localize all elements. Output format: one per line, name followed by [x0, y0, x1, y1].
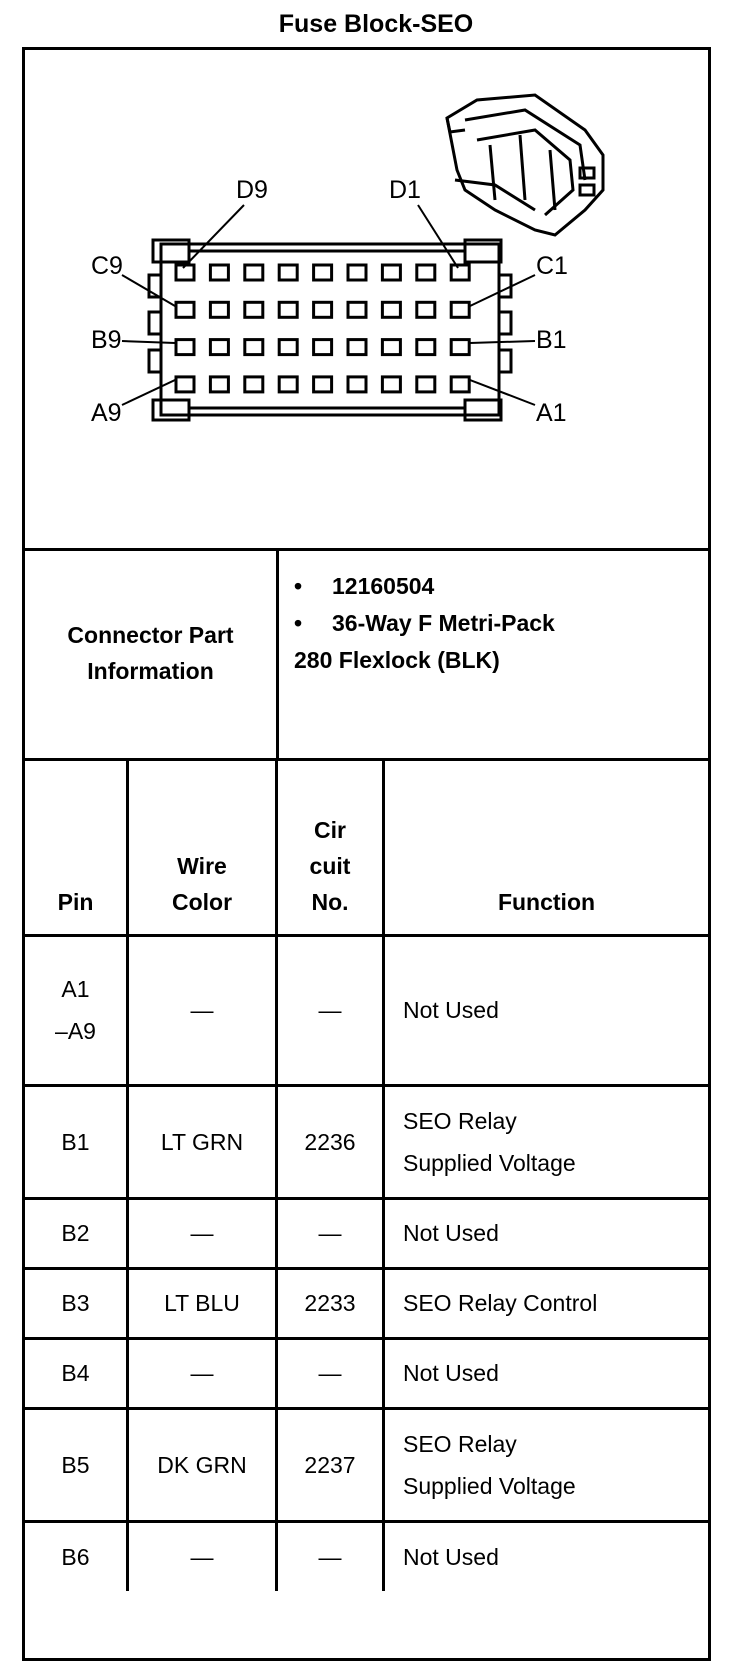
pin-cavity [348, 340, 366, 355]
cell-wire-color: — [128, 1198, 277, 1268]
part-description-line1: 36-Way F Metri-Pack [332, 610, 555, 636]
pin-cavity [210, 265, 228, 280]
cell-circuit: — [277, 1198, 384, 1268]
pin-cavity [279, 302, 297, 317]
cell-wire-color: LT BLU [128, 1268, 277, 1338]
pin-cavity [417, 340, 435, 355]
part-info-details [294, 568, 555, 679]
connector-3d-icon [447, 95, 603, 235]
pin-label-b9: B9 [91, 326, 122, 354]
connector-diagram [25, 50, 708, 551]
table-row [25, 1521, 708, 1591]
header-circuit: Cir cuit No. [277, 761, 384, 935]
pin-label-b1: B1 [536, 326, 567, 354]
cell-function: Not Used [384, 1338, 709, 1408]
pin-cavity [382, 265, 400, 280]
pin-cavity [417, 302, 435, 317]
pin-cavity [245, 302, 263, 317]
pin-label-c1: C1 [536, 252, 568, 280]
pin-cavity [176, 377, 194, 392]
cell-function: Not Used [384, 1198, 709, 1268]
pin-label-d9: D9 [236, 176, 268, 204]
pin-cavity [451, 302, 469, 317]
pin-cavity [279, 265, 297, 280]
pin-cavity [451, 265, 469, 280]
cell-function: SEO Relay Supplied Voltage [384, 1085, 709, 1198]
pin-cavity [417, 265, 435, 280]
connector-frame [22, 47, 711, 1661]
cell-wire-color: — [128, 1521, 277, 1591]
cell-function: SEO Relay Control [384, 1268, 709, 1338]
cell-circuit: — [277, 1521, 384, 1591]
header-function: Function [384, 761, 709, 935]
pin-cavity [451, 377, 469, 392]
pin-cavity [210, 340, 228, 355]
page-title: Fuse Block-SEO [278, 10, 474, 38]
pin-cavity [348, 302, 366, 317]
table-row [25, 1408, 708, 1521]
table-row [25, 1085, 708, 1198]
pin-cavity [210, 377, 228, 392]
cell-function: Not Used [384, 935, 709, 1085]
pin-cavity [176, 302, 194, 317]
table-row [25, 1268, 708, 1338]
pin-cavity [451, 340, 469, 355]
pin-cavity [382, 302, 400, 317]
pin-cavity [279, 377, 297, 392]
pin-cavity [314, 302, 332, 317]
bullet-icon: • [294, 610, 303, 636]
cell-pin: B5 [25, 1408, 128, 1521]
table-row [25, 935, 708, 1085]
cell-wire-color: — [128, 935, 277, 1085]
header-wire-color: Wire Color [128, 761, 277, 935]
part-info-section [25, 548, 708, 761]
pin-cavity [314, 377, 332, 392]
pin-cavity [245, 340, 263, 355]
cell-pin: B4 [25, 1338, 128, 1408]
pin-cavity [176, 340, 194, 355]
pin-cavity [382, 377, 400, 392]
table-row [25, 1338, 708, 1408]
pin-cavity [314, 340, 332, 355]
cell-circuit: 2236 [277, 1085, 384, 1198]
pin-grid [176, 265, 469, 392]
pin-cavity [279, 340, 297, 355]
pin-cavity [245, 377, 263, 392]
pin-label-d1: D1 [389, 176, 421, 204]
part-info-label-line1: Connector Part [67, 622, 234, 648]
pin-cavity [417, 377, 435, 392]
table-row [25, 1198, 708, 1268]
cell-pin: B2 [25, 1198, 128, 1268]
pin-cavity [245, 265, 263, 280]
connector-drawing [25, 50, 708, 548]
part-number: 12160504 [332, 573, 435, 599]
header-pin: Pin [25, 761, 128, 935]
cell-circuit: — [277, 1338, 384, 1408]
cell-function: Not Used [384, 1521, 709, 1591]
cell-wire-color: DK GRN [128, 1408, 277, 1521]
cell-wire-color: LT GRN [128, 1085, 277, 1198]
cell-circuit: 2237 [277, 1408, 384, 1521]
cell-function: SEO Relay Supplied Voltage [384, 1408, 709, 1521]
cell-circuit: — [277, 935, 384, 1085]
pin-label-a9: A9 [91, 399, 122, 427]
pin-cavity [382, 340, 400, 355]
cell-pin: A1 –A9 [25, 935, 128, 1085]
pin-table [25, 761, 708, 1591]
pin-cavity [348, 265, 366, 280]
pin-cavity [314, 265, 332, 280]
cell-wire-color: — [128, 1338, 277, 1408]
part-description-line2: 280 Flexlock (BLK) [294, 647, 500, 673]
pin-label-a1: A1 [536, 399, 567, 427]
cell-pin: B3 [25, 1268, 128, 1338]
pin-cavity [348, 377, 366, 392]
part-info-label-line2: Information [87, 658, 214, 684]
cell-circuit: 2233 [277, 1268, 384, 1338]
pin-cavity [210, 302, 228, 317]
bullet-icon: • [294, 573, 303, 599]
pin-label-c9: C9 [91, 252, 123, 280]
leader-lines [122, 205, 535, 405]
part-info-label [25, 548, 279, 758]
cell-pin: B6 [25, 1521, 128, 1591]
cell-pin: B1 [25, 1085, 128, 1198]
